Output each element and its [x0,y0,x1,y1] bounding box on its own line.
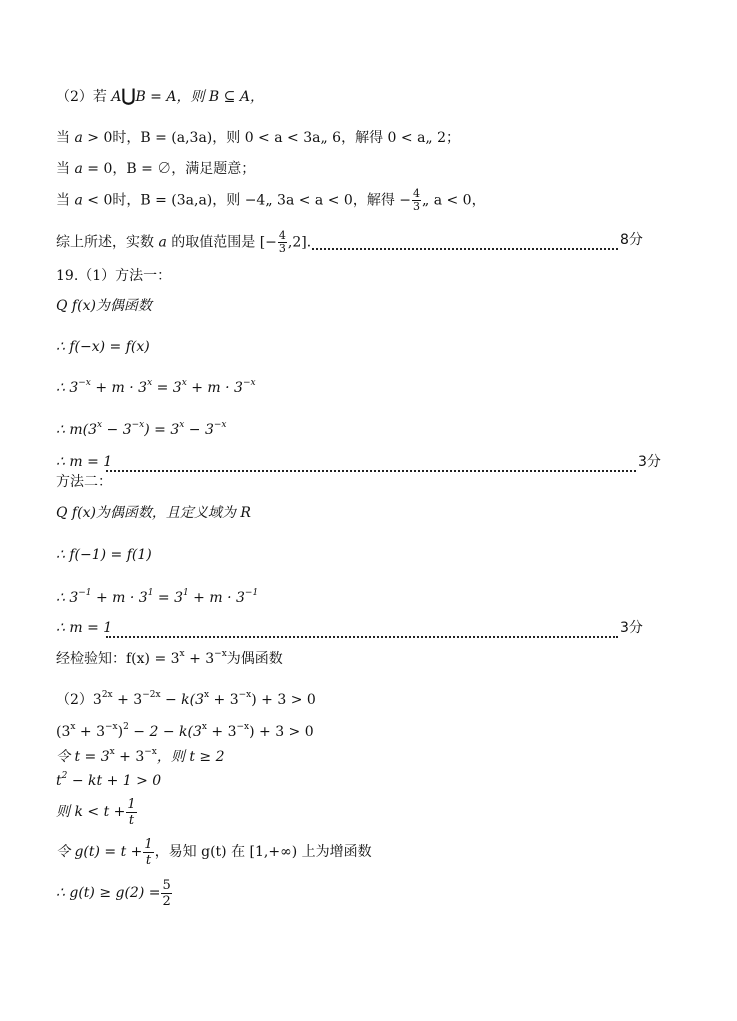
text: a [74,161,83,177]
text: + 3 [112,692,143,708]
case-a-positive-line [56,128,460,148]
text: B ⊆ A， [208,89,264,105]
text: ∴ m(3 [56,422,98,438]
part2-condition-line [56,86,264,107]
text: a [74,130,83,146]
question-19-heading: 19.（1）方法一： [56,268,172,284]
superscript: −x [105,722,118,732]
text: 的取值范围是 [− [166,234,277,251]
denominator: 3 [278,242,286,255]
text: 综上所述，实数 [56,234,159,251]
text: ) = 3 [144,422,180,438]
text: ，则 t ≥ 2 [156,749,225,765]
method2-step2 [56,588,258,608]
quadratic-line [56,771,161,791]
text: − 2 − k(3 [128,724,202,740]
superscript: x [179,420,185,430]
superscript: −1 [244,588,259,598]
part2-inequality-line [56,690,316,710]
numerator: 1 [144,836,153,852]
denominator: t [128,812,135,828]
text: a [158,234,167,251]
text: > 0时， [82,130,141,146]
g-definition-line [56,832,372,872]
text: B = A，则 [135,89,209,105]
part2-rewrite-line [56,722,314,742]
text: （2）若 [56,89,112,105]
superscript: x [97,420,103,430]
case-a-negative-line [56,188,486,213]
fraction [161,878,171,909]
superscript: −x [144,747,157,757]
dot-leader [312,234,618,250]
superscript: x [204,690,210,700]
text: = 0， [82,161,127,177]
text: （2）3 [56,692,102,708]
text: t [56,773,62,789]
fraction [412,188,421,213]
text: 令 t = 3 [56,749,110,765]
text: A [111,89,122,105]
text: = 3 [152,380,182,396]
k-bound-line [56,792,138,832]
denominator: 2 [162,893,171,909]
superscript: x [179,649,185,659]
verification-line [56,649,283,669]
superscript: −x [242,378,256,388]
text: (3 [56,724,71,740]
text: a [74,192,83,209]
superscript: −2x [142,690,161,700]
method2-result: ∴ m = 1 [56,620,113,636]
text: + 3 [184,651,215,667]
superscript: 1 [183,588,189,598]
method2-heading: 方法二： [56,474,112,490]
superscript: x [147,378,153,388]
fraction [278,230,287,255]
text: 令 g(t) = t + [56,844,143,860]
superscript: 2x [101,690,113,700]
substitution-line [56,747,225,767]
score-label: 3分 [620,620,643,636]
text: + 3 [75,724,105,740]
text: − k(3 [160,692,205,708]
numerator: 1 [127,796,136,812]
dot-leader [106,622,618,638]
fraction [143,837,153,868]
text: + 3 [209,692,239,708]
g-minimum-line [56,873,173,913]
denominator: t [145,852,152,868]
text: ) + 3 > 0 [251,692,316,708]
superscript: −x [238,690,252,700]
superscript: x [70,722,76,732]
dot-leader [106,456,636,472]
superscript: −x [78,378,91,388]
text: ∴ g(t) ≥ g(2) = [56,885,161,901]
case-a-zero-line [56,159,255,179]
text: + m · 3 [188,590,245,606]
text: − 3 [102,422,132,438]
text: 为偶函数 [226,651,283,667]
text: = 3 [153,590,183,606]
numerator: 5 [162,877,171,893]
superscript: x [109,747,115,757]
method2-step1: ∴ f(−1) = f(1) [56,547,152,563]
superscript: 2 [123,722,129,732]
superscript: 2 [61,771,68,781]
text: ∴ 3 [56,590,79,606]
text: 经检验知：f(x) = 3 [56,651,180,667]
text: + 3 [114,749,145,765]
text: + m · 3 [186,380,243,396]
text: B = ∅，满足题意； [126,161,256,177]
text: + m · 3 [90,380,148,396]
method1-step3 [56,420,227,440]
method1-step1: ∴ f(−x) = f(x) [56,339,150,355]
text: 当 [56,192,75,209]
text: + m · 3 [91,590,148,606]
score-label: 3分 [638,454,661,470]
superscript: −x [131,420,145,430]
conclusion-line [56,230,321,255]
numerator: 4 [413,187,420,200]
text: ∴ 3 [56,380,79,396]
denominator: 3 [413,200,420,213]
text: − 3 [184,422,214,438]
superscript: x [181,378,187,388]
text: ，易知 g(t) 在 [1,+∞) 上为增函数 [154,844,372,860]
method2-premise: Q f(x)为偶函数，且定义域为 R [56,505,251,521]
fraction [126,797,136,828]
union-symbol: ⋃ [121,86,136,106]
text: B = (3a,a)，则 −4„ 3a < a < 0，解得 − [140,192,411,209]
score-label: 8分 [620,232,643,248]
superscript: −x [236,722,250,732]
superscript: −1 [78,588,92,598]
text: < 0时， [82,192,141,209]
text: ) [117,724,124,740]
method1-result: ∴ m = 1 [56,454,113,470]
text: − kt + 1 > 0 [67,773,162,789]
text: 当 [56,161,75,177]
text: B = (a,3a)，则 0 < a < 3a„ 6，解得 0 < a„ 2； [140,130,461,146]
method1-step2 [56,378,256,398]
superscript: 1 [147,588,154,598]
text: + 3 [206,724,237,740]
method1-premise: Q f(x)为偶函数 [56,298,152,314]
numerator: 4 [278,229,286,242]
superscript: −x [213,420,227,430]
superscript: −x [214,649,227,659]
text: 则 k < t + [56,804,126,820]
text: 当 [56,130,75,146]
text: ) + 3 > 0 [249,724,314,740]
text: ,2]． [287,234,321,251]
superscript: x [201,722,207,732]
text: „ a < 0， [422,192,486,209]
